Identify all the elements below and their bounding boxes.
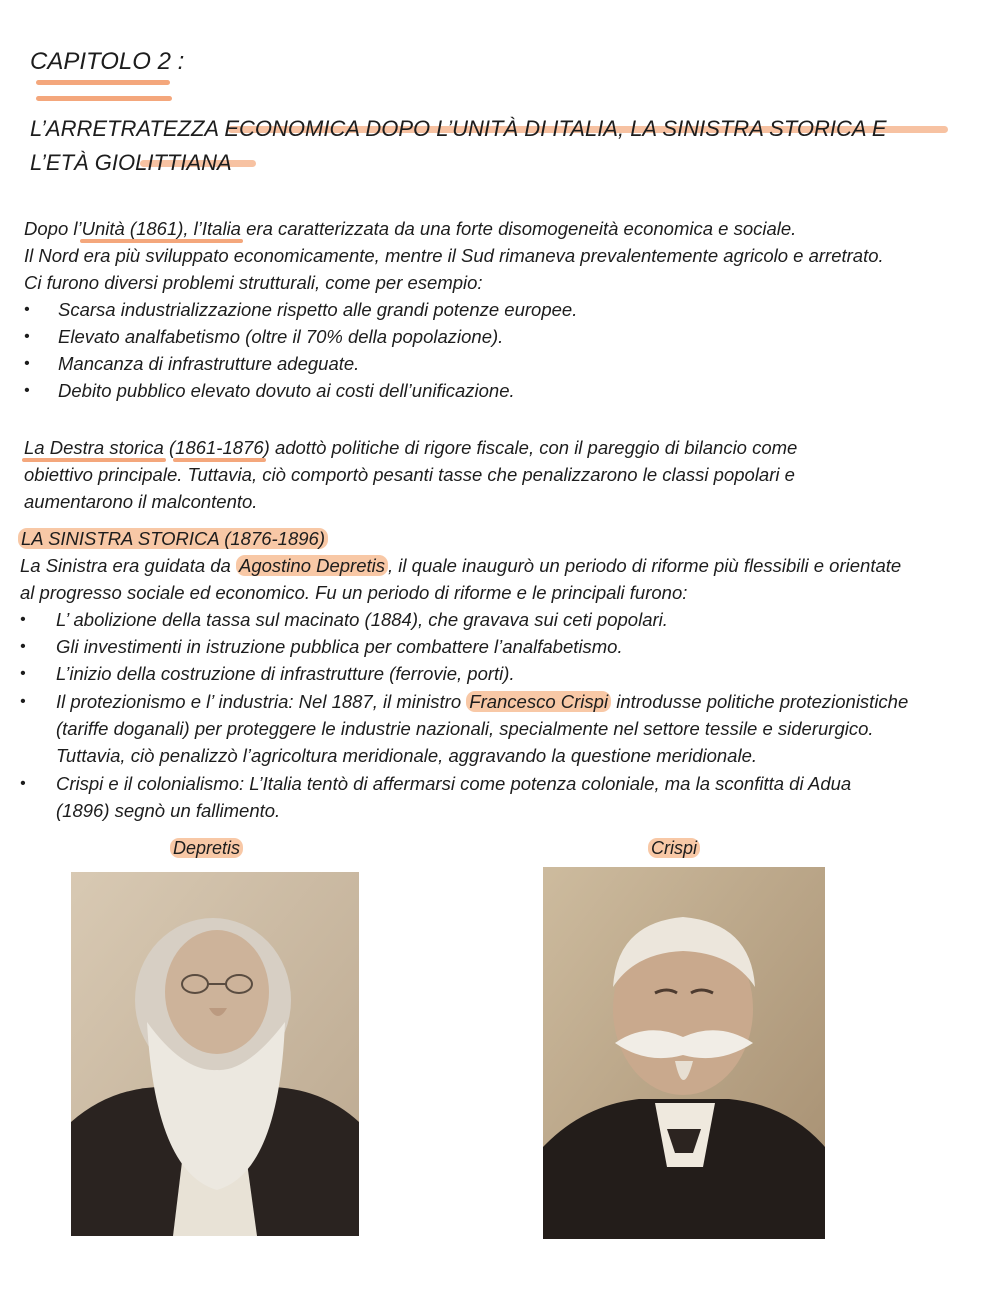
intro-line-3: Ci furono diversi problemi strutturali, come per esempio: xyxy=(24,272,483,293)
problem-item-2: Elevato analfabetismo (oltre il 70% della popolazione). xyxy=(58,326,504,347)
bullet-icon: • xyxy=(24,301,30,318)
bullet-icon: • xyxy=(24,382,30,399)
reform-item-2: Gli investimenti in istruzione pubblica per combattere l’analfabetismo. xyxy=(56,636,623,657)
highlight-destra-storica: La Destra storica xyxy=(24,437,164,458)
sinistra-line-1: La Sinistra era guidata da Agostino Depretis , il quale inaugurò un periodo di riforme più flessibili e orientate xyxy=(20,555,902,576)
intro-line-1: Dopo l’Unità (1861), l’Italia era caratterizzata da una forte disomogeneità economica e sociale. xyxy=(24,218,797,239)
bullet-icon: • xyxy=(20,693,26,710)
destra-line-1: La Destra storica (1861-1876) adottò politiche di rigore fiscale, con il pareggio di bilancio come xyxy=(24,437,798,458)
reform-item-5-line-1: Crispi e il colonialismo: L’Italia tentò di affermarsi come potenza coloniale, ma la sconfitta di Adua xyxy=(56,773,852,794)
highlight-destra-years: 1861-1876 xyxy=(175,437,264,458)
reform-item-5-line-2: (1896) segnò un fallimento. xyxy=(56,800,281,821)
highlight-depretis: Agostino Depretis xyxy=(236,555,388,576)
problem-item-3: Mancanza di infrastrutture adeguate. xyxy=(58,353,360,374)
portrait-depretis xyxy=(71,872,359,1236)
chapter-title-line-2: L’ETÀ GIOLITTIANA xyxy=(30,150,232,175)
chapter-heading: CAPITOLO 2 : xyxy=(30,48,185,75)
reform-item-3: L’inizio della costruzione di infrastrutture (ferrovie, porti). xyxy=(56,663,515,684)
caption-crispi: Crispi xyxy=(648,838,700,859)
chapter-title-line-1: L’ARRETRATEZZA ECONOMICA DOPO L’UNITÀ DI ITALIA, LA SINISTRA STORICA E xyxy=(30,116,887,141)
section-heading-sinistra: LA SINISTRA STORICA (1876-1896) xyxy=(18,528,328,550)
destra-line-3: aumentarono il malcontento. xyxy=(24,491,258,512)
caption-depretis: Depretis xyxy=(170,838,243,859)
destra-line-2: obiettivo principale. Tuttavia, ciò comportò pesanti tasse che penalizzarono le classi popolari e xyxy=(24,464,795,485)
reform-item-4-line-2: (tariffe doganali) per proteggere le industrie nazionali, specialmente nel settore tessile e siderurgico. xyxy=(56,718,874,739)
bullet-icon: • xyxy=(24,355,30,372)
problem-item-1: Scarsa industrializzazione rispetto alle grandi potenze europee. xyxy=(58,299,578,320)
chapter-underline-1 xyxy=(36,80,170,85)
intro-line-2: Il Nord era più sviluppato economicamente, mentre il Sud rimaneva prevalentemente agricolo e arretrato. xyxy=(24,245,884,266)
reform-item-4-line-3: Tuttavia, ciò penalizzò l’agricoltura meridionale, aggravando la questione meridionale. xyxy=(56,745,758,766)
bullet-icon: • xyxy=(20,638,26,655)
highlight-unita-italia: Unità (1861), l’Italia xyxy=(81,218,241,239)
reform-item-1: L’ abolizione della tassa sul macinato (1884), che gravava sui ceti popolari. xyxy=(56,609,668,630)
portrait-crispi-drawing xyxy=(543,867,825,1239)
bullet-icon: • xyxy=(20,665,26,682)
bullet-icon: • xyxy=(20,775,26,792)
chapter-underline-2 xyxy=(36,96,172,101)
portrait-depretis-drawing xyxy=(71,872,359,1236)
portrait-crispi xyxy=(543,867,825,1239)
sinistra-line-2: al progresso sociale ed economico. Fu un periodo di riforme e le principali furono: xyxy=(20,582,688,603)
highlight-crispi: Francesco Crispi xyxy=(466,691,611,712)
problem-item-4: Debito pubblico elevato dovuto ai costi dell’unificazione. xyxy=(58,380,515,401)
bullet-icon: • xyxy=(24,328,30,345)
reform-item-4-line-1: Il protezionismo e l’ industria: Nel 1887, il ministro Francesco Crispi introdusse politiche protezionistiche xyxy=(56,691,909,712)
bullet-icon: • xyxy=(20,611,26,628)
